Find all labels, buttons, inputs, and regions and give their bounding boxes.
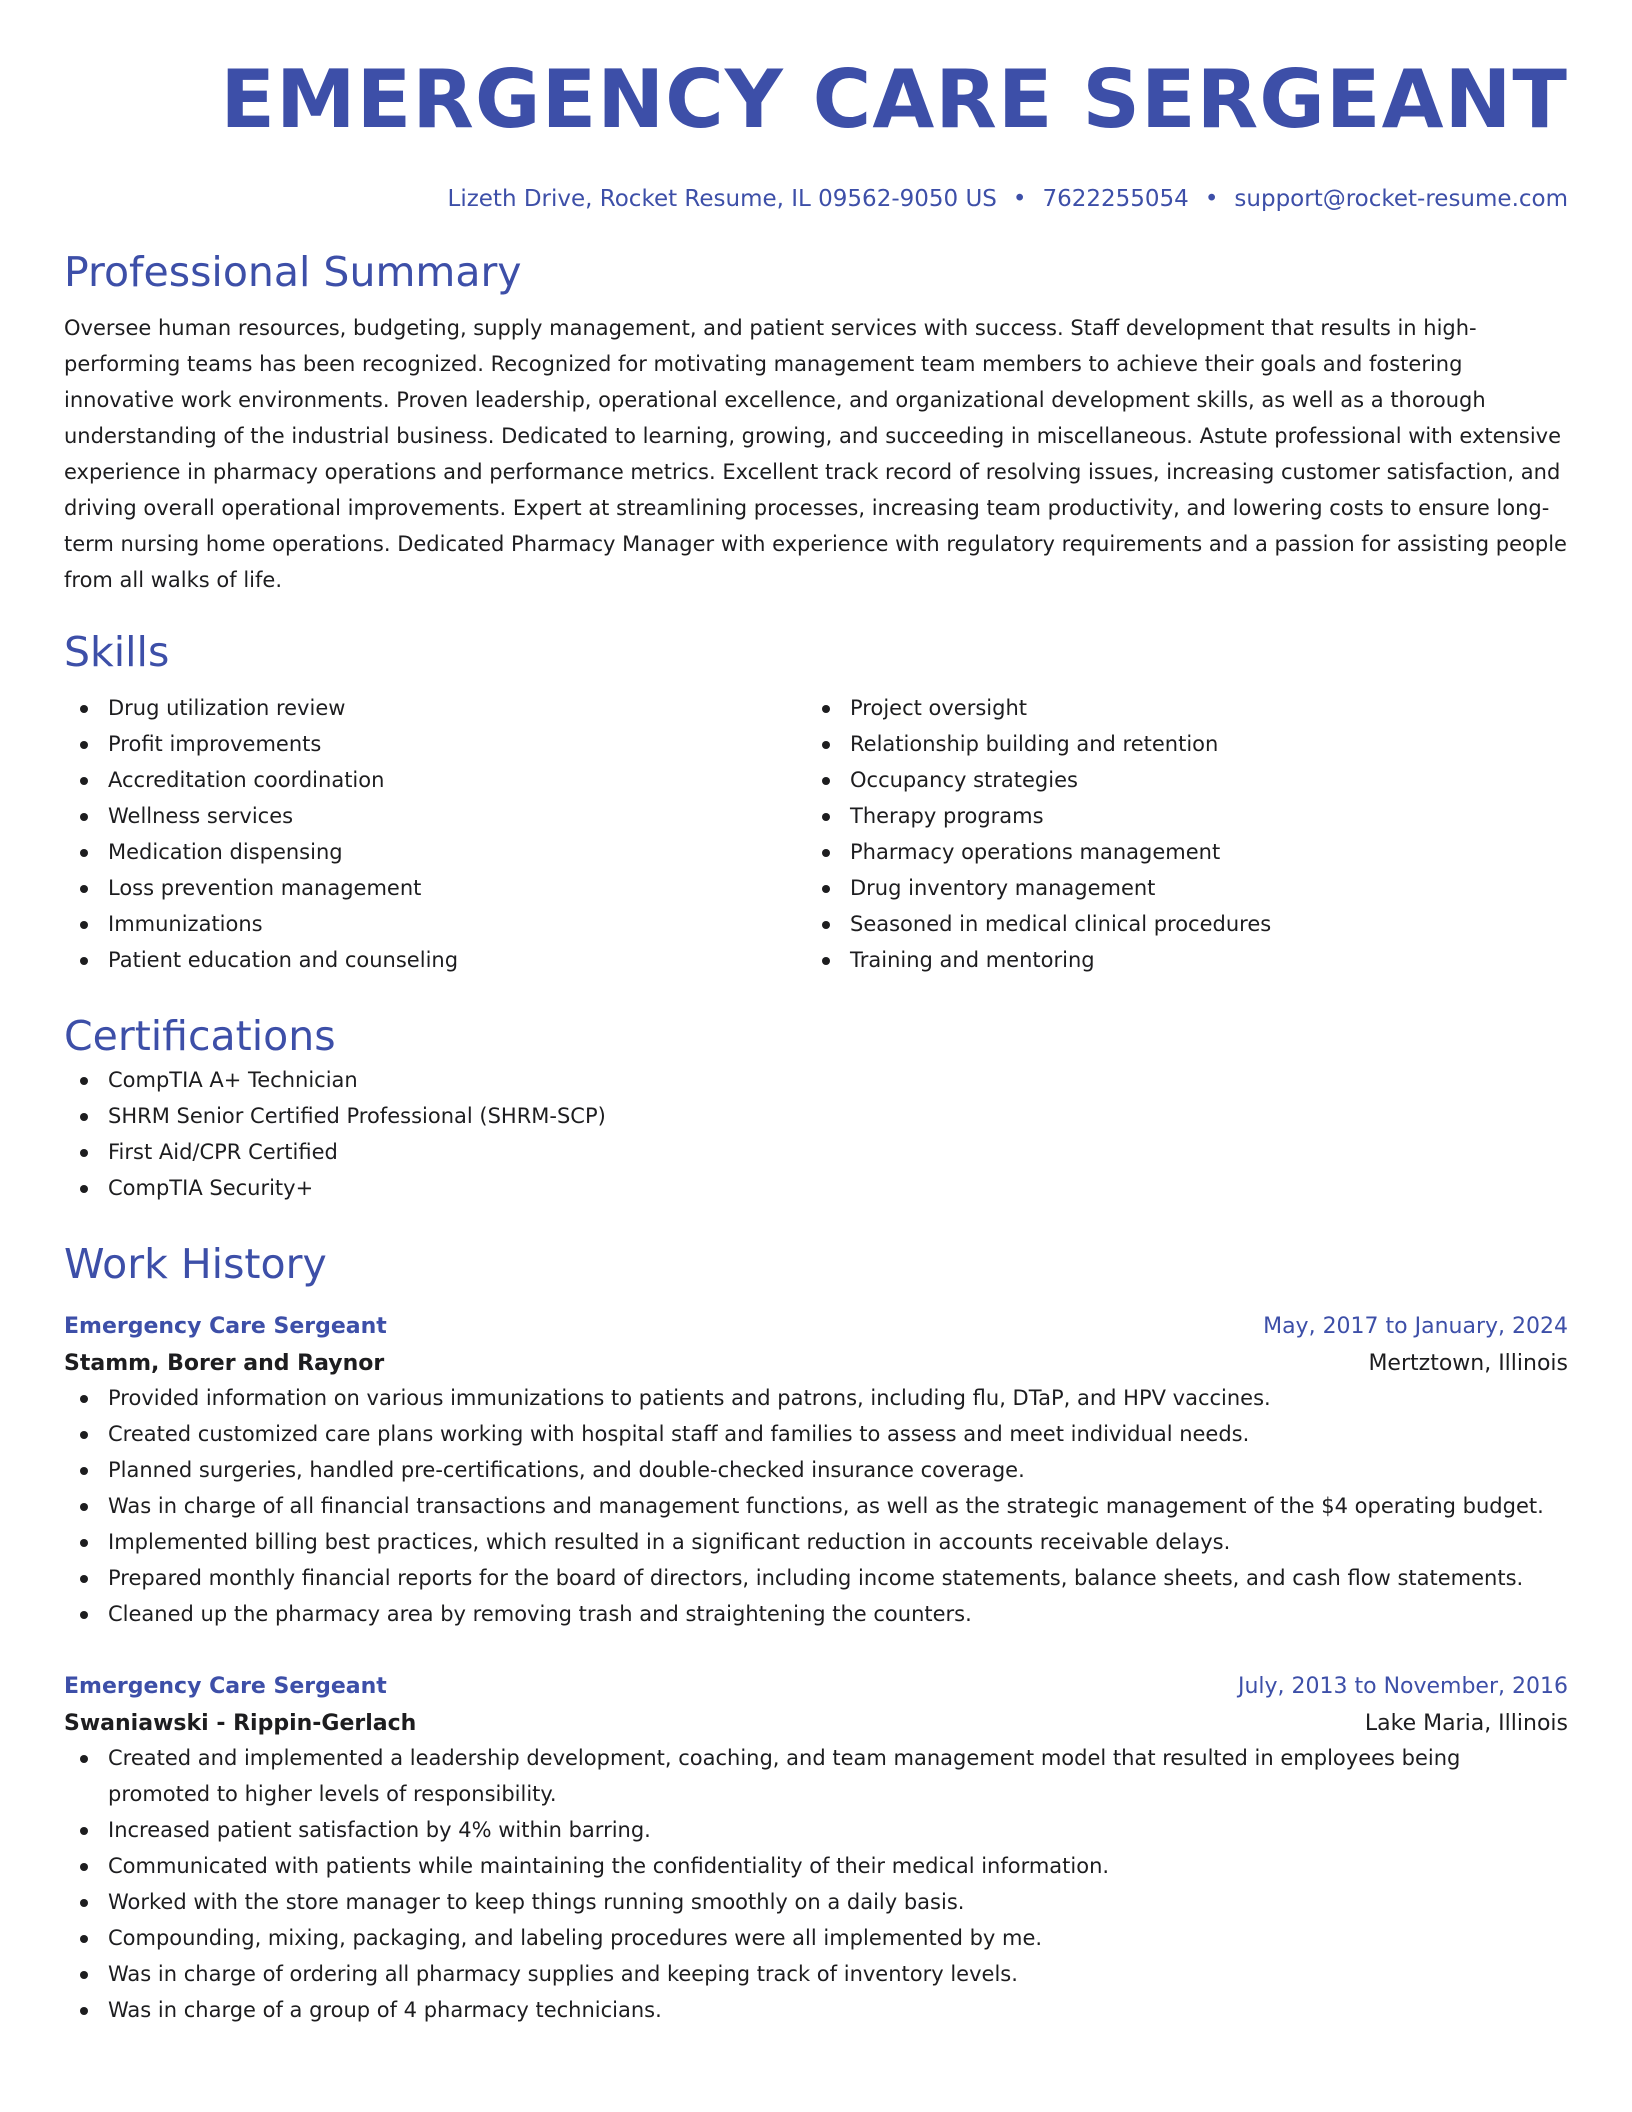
- job-duty: Was in charge of ordering all pharmacy supplies and keeping track of inventory levels.: [64, 1956, 1568, 1992]
- contact-separator: •: [1204, 186, 1219, 212]
- skill-item: Drug utilization review: [64, 690, 806, 726]
- skill-item: Profit improvements: [64, 726, 806, 762]
- job-duty: Cleaned up the pharmacy area by removing trash and straightening the counters.: [64, 1596, 1568, 1632]
- skill-item: Immunizations: [64, 906, 806, 942]
- job-duty: Planned surgeries, handled pre-certifications, and double-checked insurance coverage.: [64, 1452, 1568, 1488]
- job-subheader: [64, 1708, 1568, 1740]
- job-duty: Prepared monthly financial reports for the board of directors, including income statements, balance sheets, and cash flow statements.: [64, 1560, 1568, 1596]
- job-entry: [64, 1312, 1568, 1632]
- job-duty: Was in charge of a group of 4 pharmacy technicians.: [64, 1992, 1568, 2028]
- skill-item: Drug inventory management: [806, 870, 1548, 906]
- job-title: Emergency Care Sergeant: [64, 1314, 387, 1339]
- job-duty: Created customized care plans working with hospital staff and families to assess and meet individual needs.: [64, 1416, 1568, 1452]
- certifications-heading: Certifications: [64, 1012, 336, 1060]
- certification-item: CompTIA A+ Technician: [64, 1062, 1568, 1098]
- contact-separator: •: [1012, 186, 1027, 212]
- skill-item: Accreditation coordination: [64, 762, 806, 798]
- job-duty: Communicated with patients while maintaining the confidentiality of their medical information.: [64, 1848, 1568, 1884]
- job-subheader: [64, 1348, 1568, 1380]
- skill-item: Therapy programs: [806, 798, 1548, 834]
- skill-item: Seasoned in medical clinical procedures: [806, 906, 1548, 942]
- certifications-list: [64, 1062, 1568, 1206]
- job-duty: Compounding, mixing, packaging, and labeling procedures were all implemented by me.: [64, 1920, 1568, 1956]
- skill-item: Pharmacy operations management: [806, 834, 1548, 870]
- job-location: Lake Maria, Illinois: [1364, 1711, 1568, 1736]
- skill-item: Patient education and counseling: [64, 942, 806, 978]
- job-duty: Worked with the store manager to keep things running smoothly on a daily basis.: [64, 1884, 1568, 1920]
- job-duty: Was in charge of all financial transactions and management functions, as well as the strategic management of the $4 operating budget.: [64, 1488, 1568, 1524]
- contact-address: Lizeth Drive, Rocket Resume, IL 09562-9050 US: [447, 186, 997, 212]
- contact-phone: 7622255054: [1042, 186, 1189, 212]
- skill-item: Medication dispensing: [64, 834, 806, 870]
- job-header: [64, 1672, 1568, 1702]
- certification-item: First Aid/CPR Certified: [64, 1134, 1568, 1170]
- job-location: Mertztown, Illinois: [1368, 1351, 1568, 1376]
- job-title: Emergency Care Sergeant: [64, 1674, 387, 1699]
- skill-item: Loss prevention management: [64, 870, 806, 906]
- skill-item: Occupancy strategies: [806, 762, 1548, 798]
- skills-heading: Skills: [64, 628, 170, 676]
- certification-item: CompTIA Security+: [64, 1170, 1568, 1206]
- job-duty: Created and implemented a leadership development, coaching, and team management model that resulted in employees being promoted to higher levels of responsibility.: [64, 1740, 1568, 1812]
- job-duties-list: [64, 1740, 1568, 2028]
- job-duties-list: [64, 1380, 1568, 1632]
- summary-heading: Professional Summary: [64, 248, 522, 296]
- skill-item: Wellness services: [64, 798, 806, 834]
- skills-grid: [64, 690, 1568, 978]
- job-header: [64, 1312, 1568, 1342]
- job-company: Stamm, Borer and Raynor: [64, 1351, 385, 1376]
- job-dates: July, 2013 to November, 2016: [1237, 1674, 1568, 1699]
- contact-email[interactable]: support@rocket-resume.com: [1234, 186, 1568, 212]
- job-entry: [64, 1672, 1568, 2028]
- job-duty: Increased patient satisfaction by 4% within barring.: [64, 1812, 1568, 1848]
- skill-item: Project oversight: [806, 690, 1548, 726]
- job-duty: Provided information on various immunizations to patients and patrons, including flu, DTaP, and HPV vaccines.: [64, 1380, 1568, 1416]
- job-dates: May, 2017 to January, 2024: [1263, 1314, 1568, 1339]
- skills-list-left: [64, 690, 806, 978]
- resume-name: EMERGENCY CARE SERGEANT: [220, 53, 1568, 146]
- skill-item: Training and mentoring: [806, 942, 1548, 978]
- job-company: Swaniawski - Rippin-Gerlach: [64, 1711, 417, 1736]
- skills-list-right: [806, 690, 1548, 978]
- job-duty: Implemented billing best practices, which resulted in a significant reduction in accounts receivable delays.: [64, 1524, 1568, 1560]
- certification-item: SHRM Senior Certified Professional (SHRM-SCP): [64, 1098, 1568, 1134]
- work-history-heading: Work History: [64, 1240, 327, 1288]
- contact-line: [64, 184, 1568, 214]
- summary-text: Oversee human resources, budgeting, supply management, and patient services with success. Staff development that results in high-performing teams has been recognized. Recognized for motivating management team members to achieve their goals and fostering innovative work environments. Proven leadership, operational excellence, and organizational development skills, as well as a thorough understanding of the industrial business. Dedicated to learning, growing, and succeeding in miscellaneous. Astute professional with extensive experience in pharmacy operations and performance metrics. Excellent track record of resolving issues, increasing customer satisfaction, and driving overall operational improvements. Expert at streamlining processes, increasing team productivity, and lowering costs to ensure long-term nursing home operations. Dedicated Pharmacy Manager with experience with regulatory requirements and a passion for assisting people from all walks of life.: [64, 316, 1567, 592]
- skill-item: Relationship building and retention: [806, 726, 1548, 762]
